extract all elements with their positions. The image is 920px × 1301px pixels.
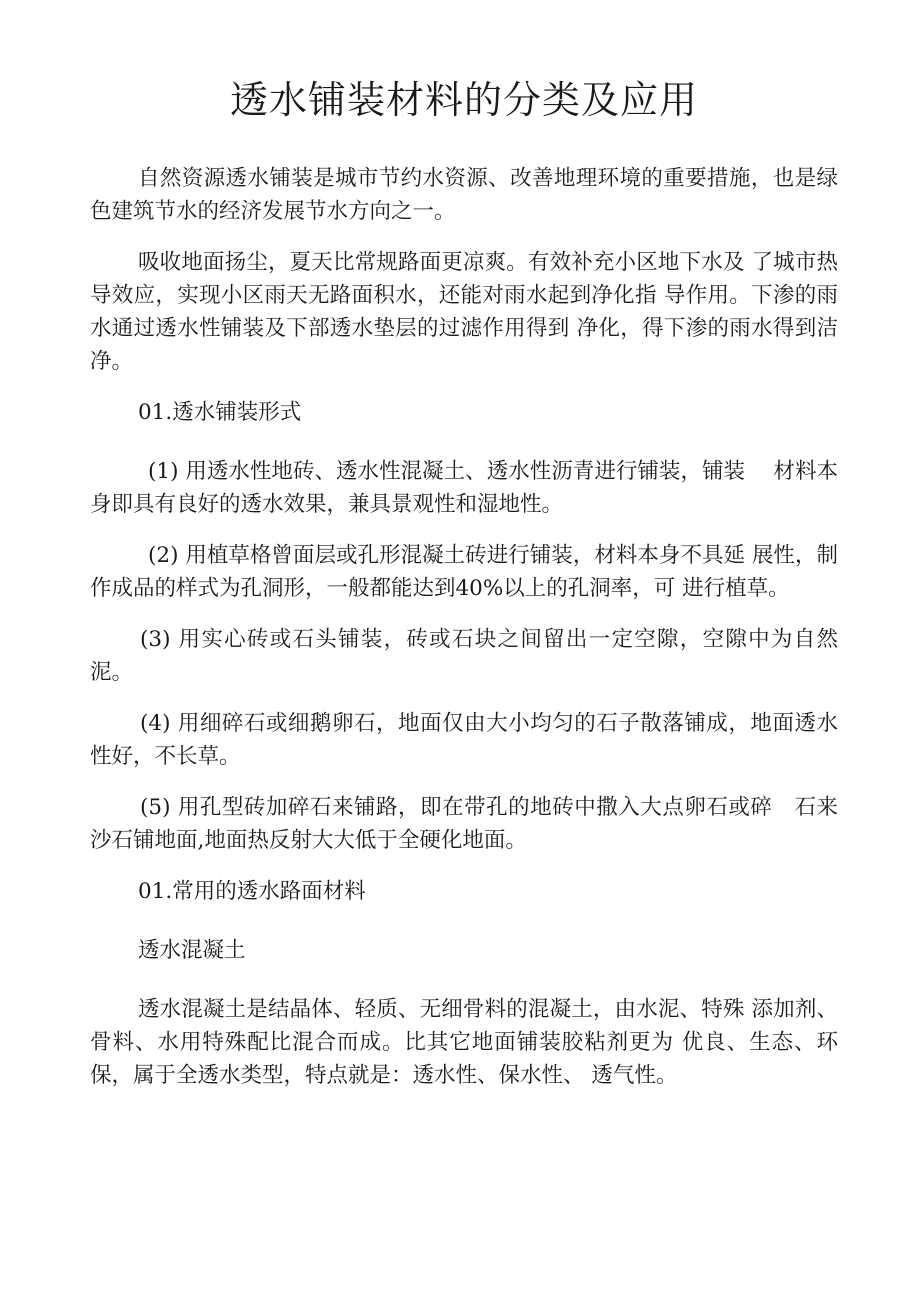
pervious-concrete-paragraph: 透水混凝土是结晶体、轻质、无细骨料的混凝土，由水泥、特殊 添加剂、骨料、水用特殊配比混合而成。比其它地面铺装胶粘剂更为 优良、生态、环保，属于全透水类型，特点就是：透水性、保水性、 透气性。	[90, 996, 838, 1088]
paving-form-item-1: (1) 用透水性地砖、透水性混凝土、透水性沥青进行铺装，铺装 材料本身即具有良好的透水效果，兼具景观性和湿地性。	[90, 458, 838, 517]
intro-paragraph: 自然资源透水铺装是城市节约水资源、改善地理环境的重要措施，也是绿色建筑节水的经济发展节水方向之一。	[90, 165, 838, 224]
paving-form-item-3: (3) 用实心砖或石头铺装，砖或石块之间留出一定空隙，空隙中为自然泥。	[90, 626, 838, 685]
document-title: 透水铺装材料的分类及应用	[229, 78, 698, 122]
paving-form-item-5: (5) 用孔型砖加碎石来铺路，即在带孔的地砖中撒入大点卵石或碎 石来沙石铺地面,地面热反射大大低于全硬化地面。	[90, 794, 838, 853]
benefits-paragraph: 吸收地面扬尘，夏天比常规路面更凉爽。有效补充小区地下水及 了城市热导效应，实现小区雨天无路面积水，还能对雨水起到净化指 导作用。下渗的雨水通过透水性铺装及下部透水垫层的过滤作用得到 净化，得下渗的雨水得到洁净。	[90, 249, 838, 374]
section-heading-materials: 01.常用的透水路面材料	[138, 878, 366, 904]
document-page	[90, 78, 838, 1110]
paving-form-item-2: (2) 用植草格曾面层或孔形混凝土砖进行铺装，材料本身不具延 展性，制作成品的样式为孔洞形，一般都能达到40%以上的孔洞率，可 进行植草。	[90, 542, 838, 601]
subheading-pervious-concrete: 透水混凝土	[138, 937, 246, 963]
section-heading-paving-forms: 01.透水铺装形式	[138, 399, 302, 425]
paving-form-item-4: (4) 用细碎石或细鹅卵石，地面仅由大小均匀的石子散落铺成，地面透水性好，不长草。	[90, 710, 838, 769]
